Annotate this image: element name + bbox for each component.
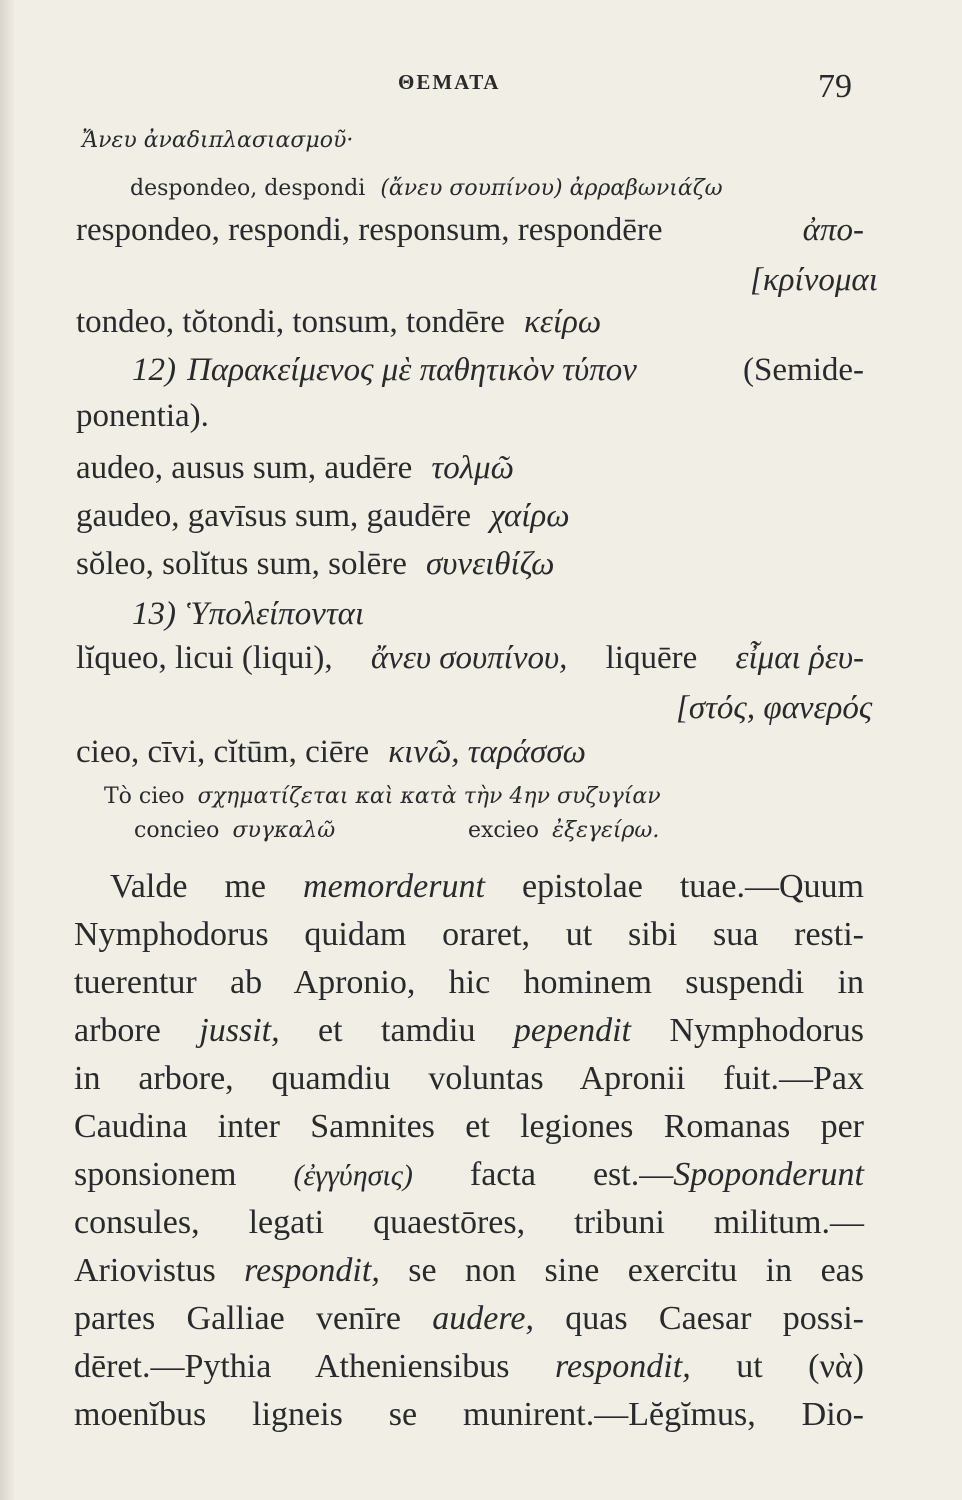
paragraph-line: Valde me memorderunt epistolae tuae.—Quum [110, 868, 864, 905]
section-13-heading [132, 596, 364, 633]
paragraph-line: moenĭbus ligneis se munirent.—Lĕgĭmus, Dio- [74, 1396, 864, 1433]
verb-greek-gloss-continuation: [κρίνομαι [750, 262, 878, 298]
verb-latin: despondeo, despondi [130, 176, 366, 201]
compound-latin: excieo [468, 818, 540, 843]
verb-gaudeo [76, 498, 570, 535]
note-prefix: Τὸ cieo [104, 784, 185, 809]
compound-excieo [468, 818, 659, 843]
paragraph-line: tuerentur ab Apronio, hic hominem suspendi in [74, 964, 864, 1001]
paragraph-line: Ariovistus respondit, se non sine exercitu in eas [74, 1252, 864, 1289]
section-title-latin: (Semide- [743, 352, 864, 388]
paragraph-line: sponsionem (ἐγγύησις) facta est.—Spoponderunt [74, 1156, 864, 1193]
paragraph-line: Nymphodorus quidam oraret, ut sibi sua resti- [74, 916, 864, 953]
verb-liqueo [76, 640, 864, 677]
paragraph-line: partes Galliae venīre audere, quas Caesar possi- [74, 1300, 865, 1337]
verb-greek-gloss: τολμῶ [431, 450, 514, 486]
paragraph-line: in arbore, quamdiu voluntas Apronii fuit.—Pax [74, 1060, 864, 1097]
note-text: σχηματίζεται καὶ κατὰ τὴν 4ην συζυγίαν [197, 784, 661, 809]
cieo-note [104, 784, 661, 809]
paragraph-line: dēret.—Pythia Atheniensibus respondit, ut (νὰ) [74, 1348, 864, 1385]
section-title-latin-continuation: ponentia). [76, 398, 209, 434]
section-number: 13) [132, 596, 176, 632]
compound-greek: συγκαλῶ [232, 818, 336, 843]
section-12-heading [132, 352, 864, 389]
page-number: 79 [818, 68, 852, 105]
verb-audeo [76, 450, 514, 487]
verb-latin: tondeo, tŏtondi, tonsum, tondēre [76, 304, 505, 340]
verb-greek-gloss-continuation: [στός, φανερός [676, 690, 873, 726]
verb-latin: gaudeo, gavīsus sum, gaudēre [76, 498, 471, 534]
verb-latin: respondeo, respondi, responsum, respondēre [76, 212, 663, 248]
verb-despondeo [130, 176, 723, 201]
section-title-greek: Ὑπολείπονται [187, 596, 365, 632]
verb-greek-gloss: κείρω [524, 304, 602, 340]
verb-respondeo [76, 212, 864, 249]
verb-cieo [76, 734, 586, 771]
verb-latin: sŏleo, solĭtus sum, solēre [76, 546, 407, 582]
compound-concieo [134, 818, 335, 843]
section-title-greek: Παρακείμενος μὲ παθητικὸν τύπον [187, 352, 637, 388]
paragraph-line: arbore jussit, et tamdiu pependit Nymphodorus [74, 1012, 865, 1049]
verb-latin: cieo, cīvi, cĭtūm, ciēre [76, 734, 370, 770]
page-gutter-shadow [0, 0, 14, 1500]
paragraph-line: Caudina inter Samnites et legiones Romanas per [74, 1108, 864, 1145]
verb-greek-gloss: χαίρω [490, 498, 570, 534]
compound-greek: ἐξεγείρω. [552, 818, 660, 843]
verb-greek-gloss: κινῶ, ταράσσω [388, 734, 586, 770]
verb-greek-gloss: (ἄνευ σουπίνου) ἀρραβωνιάζω [380, 176, 723, 201]
no-reduplication-label: Ἄνευ ἀναδιπλασιασμοῦ· [82, 128, 354, 153]
verb-greek-gloss: συνειθίζω [426, 546, 555, 582]
compound-latin: concieo [134, 818, 220, 843]
verb-greek-gloss: ἀπο- [802, 212, 864, 248]
running-head: ΘΕΜΑΤΑ [398, 70, 501, 94]
verb-latin-infinitive: liquēre [605, 640, 698, 676]
section-number: 12) [132, 352, 176, 388]
verb-latin: audeo, ausus sum, audēre [76, 450, 413, 486]
verb-latin: lĭqueo, licui (liqui), [76, 640, 333, 676]
verb-tondeo [76, 304, 601, 341]
paragraph-line: consules, legati quaestōres, tribuni militum.— [74, 1204, 864, 1241]
verb-soleo [76, 546, 554, 583]
verb-greek-gloss: εἶμαι ῥευ- [735, 640, 864, 676]
verb-greek-gloss: ἄνευ σουπίνου, [370, 640, 568, 676]
